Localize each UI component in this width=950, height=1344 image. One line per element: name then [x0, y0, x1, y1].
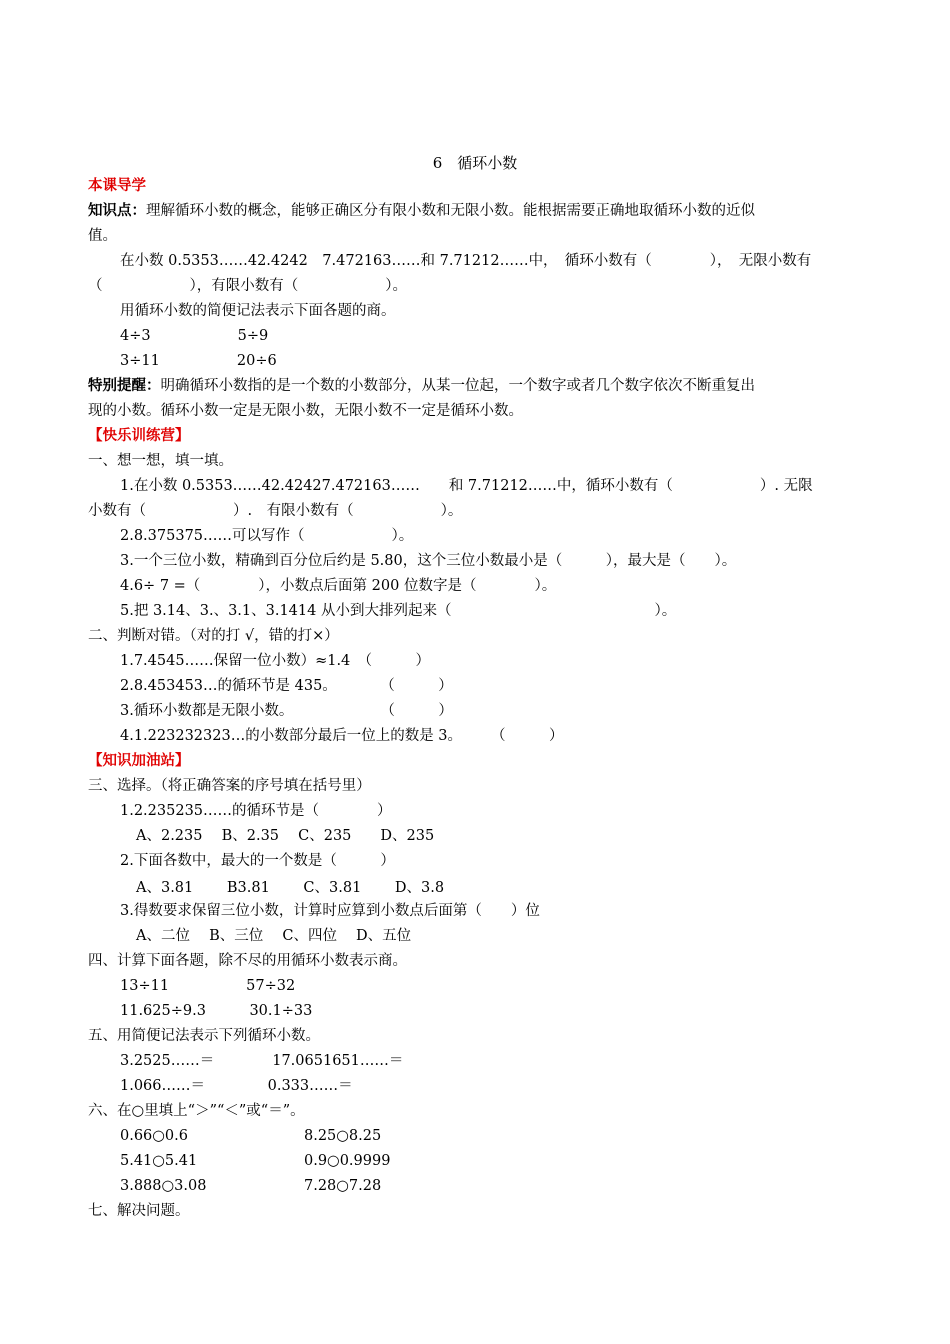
knowledge-text: 理解循环小数的概念，能够正确区分有限小数和无限小数。能根据需要正确地取循环小数的近似 — [146, 203, 755, 219]
compare-6a-left: 0.66○0.6 — [120, 1128, 188, 1144]
section-heading-guide: 本课导学 — [88, 178, 146, 194]
item-1-2: 2.8.375375……可以写作（ ）。 — [120, 528, 414, 544]
compare-6c-left: 3.888○3.08 — [120, 1178, 207, 1194]
item-1-4: 4.6÷ 7 =（ ），小数点后面第 200 位数字是（ ）。 — [120, 578, 557, 594]
item-2-4: 4.1.223232323…的小数部分最后一位上的数是 3。 （ ） — [120, 728, 564, 744]
item-5b: 1.066……＝ 0.333……＝ — [120, 1078, 353, 1094]
section-1-title: 一、想一想，填一填。 — [88, 453, 233, 469]
compare-6a-right: 8.25○8.25 — [304, 1128, 382, 1144]
tip-text-cont: 现的小数。循环小数一定是无限小数，无限小数不一定是循环小数。 — [88, 403, 523, 419]
item-1-1a: 1.在小数 0.5353……42.42427.472163…… 和 7.71212……中，循环小数有（ ）. 无限 — [120, 478, 813, 494]
tip-text: 明确循环小数指的是一个数的小数部分，从某一位起，一个数字或者几个数字依次不断重复出 — [160, 378, 755, 394]
item-4b: 11.625÷9.3 30.1÷33 — [120, 1003, 313, 1019]
section-6-title: 六、在○里填上“＞”“＜”或“＝”。 — [88, 1103, 305, 1119]
item-1-1b: 小数有（ ）. 有限小数有（ ）。 — [88, 503, 463, 519]
item-3-3: 3.得数要求保留三位小数，计算时应算到小数点后面第（ ）位 — [120, 903, 540, 919]
item-3-2-options: A、3.81 B3.81 C、3.81 D、3.8 — [136, 880, 445, 896]
item-1-3: 3.一个三位小数，精确到百分位后约是 5.80，这个三位小数最小是（ ），最大是（ ）。 — [120, 553, 737, 569]
guide-question-3b: 3÷11 20÷6 — [120, 353, 277, 369]
item-3-1: 1.2.235235……的循环节是（ ） — [120, 803, 392, 819]
section-4-title: 四、计算下面各题，除不尽的用循环小数表示商。 — [88, 953, 407, 969]
guide-question-3a: 4÷3 5÷9 — [120, 328, 269, 344]
item-3-3-options: A、二位 B、三位 C、四位 D、五位 — [136, 928, 412, 944]
item-3-2: 2.下面各数中，最大的一个数是（ ） — [120, 853, 395, 869]
item-3-1-options: A、2.235 B、2.35 C、235 D、235 — [136, 828, 435, 844]
guide-question-2: 用循环小数的简便记法表示下面各题的商。 — [120, 303, 396, 319]
section-5-title: 五、用简便记法表示下列循环小数。 — [88, 1028, 320, 1044]
section-7-title: 七、解决问题。 — [88, 1203, 190, 1219]
item-1-5: 5.把 3.14、3.、3.1、3.1414 从小到大排列起来（ ）。 — [120, 603, 677, 619]
item-2-3: 3.循环小数都是无限小数。 （ ） — [120, 703, 453, 719]
compare-6c-right: 7.28○7.28 — [304, 1178, 382, 1194]
compare-6b-left: 5.41○5.41 — [120, 1153, 198, 1169]
item-5a: 3.2525……＝ 17.0651651……＝ — [120, 1053, 404, 1069]
item-2-1: 1.7.4545……保留一位小数）≈1.4 （ ） — [120, 653, 431, 669]
tip-label: 特别提醒： — [88, 378, 161, 394]
knowledge-label: 知识点： — [88, 203, 146, 219]
compare-6b-right: 0.9○0.9999 — [304, 1153, 391, 1169]
guide-question-1b: （ ），有限小数有（ ）。 — [88, 278, 407, 294]
item-2-2: 2.8.453453…的循环节是 435。 （ ） — [120, 678, 453, 694]
section-heading-camp: 【快乐训练营】 — [88, 428, 190, 444]
special-tip — [88, 376, 755, 396]
section-3-title: 三、选择。（将正确答案的序号填在括号里） — [88, 778, 371, 794]
item-4a: 13÷11 57÷32 — [120, 978, 296, 994]
section-2-title: 二、判断对错。（对的打 √，错的打×） — [88, 628, 339, 644]
knowledge-text-cont: 值。 — [88, 228, 117, 244]
section-heading-station: 【知识加油站】 — [88, 753, 190, 769]
guide-question-1a: 在小数 0.5353……42.4242 7.472163……和 7.71212……中， 循环小数有（ ）， 无限小数有 — [120, 253, 812, 269]
page-title: 6 循环小数 — [432, 154, 518, 172]
knowledge-point — [88, 201, 755, 221]
